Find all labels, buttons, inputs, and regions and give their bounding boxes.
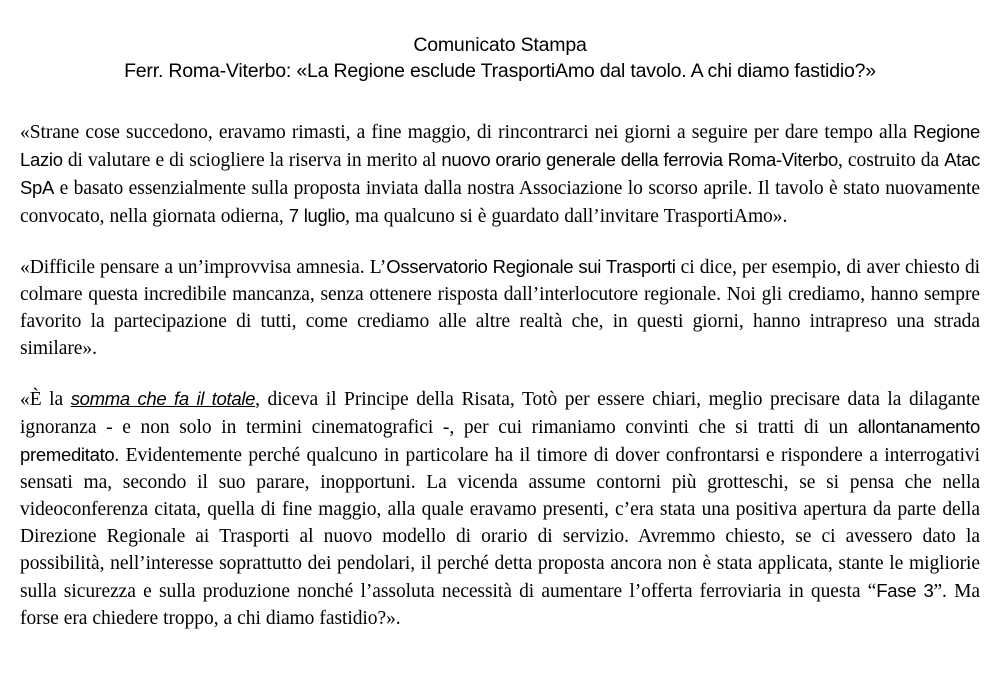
emphasis-text: nuovo orario generale della ferrovia Roma-Viterbo bbox=[441, 149, 838, 170]
text-run: ”. Ma forse era chiedere troppo, a chi diamo fastidio?». bbox=[20, 581, 980, 629]
paragraph-3 bbox=[20, 385, 980, 632]
text-run: «Strane cose succedono, eravamo rimasti, a fine maggio, di rincontrarci nei giorni a seguire per dare tempo alla bbox=[20, 122, 914, 143]
text-run: , costruito da bbox=[838, 150, 945, 171]
paragraph-1 bbox=[20, 118, 980, 230]
emphasis-text: somma che fa il totale bbox=[70, 388, 256, 409]
emphasis-text: Atac SpA bbox=[20, 149, 981, 198]
text-run: , diceva il Principe della Risata, Totò per essere chiari, meglio precisare data la dilagante ignoranza - e non solo in termini cinematografici -, per cui rimaniamo convinti che si tratti di un bbox=[20, 389, 980, 438]
text-run: ci dice, per esempio, di aver chiesto di colmare questa incredibile mancanza, senza ottenere risposta dall’interlocutore regionale. Noi gli crediamo, hanno sempre favorito la partecipazione di tutti, come crediamo alle altre realtà che, in questi giorni, hanno intrapreso una strada similare». bbox=[20, 257, 981, 359]
emphasis-text: Regione Lazio bbox=[20, 121, 980, 170]
text-run: «Difficile pensare a un’improvvisa amnesia. L’ bbox=[20, 257, 387, 278]
emphasis-text: allontanamento premeditato bbox=[20, 416, 980, 465]
emphasis-text: Fase 3 bbox=[876, 580, 934, 601]
document-header bbox=[20, 32, 980, 84]
text-run: e basato essenzialmente sulla proposta inviata dalla nostra Associazione lo scorso aprile. Il tavolo è stato nuovamente convocato, nella giornata odierna, bbox=[20, 178, 980, 227]
text-run: di valutare e di sciogliere la riserva in merito al bbox=[62, 150, 442, 171]
emphasis-text: 7 luglio bbox=[288, 205, 346, 226]
text-run: «È la bbox=[20, 389, 71, 410]
paragraph-2 bbox=[20, 253, 980, 362]
text-run: , ma qualcuno si è guardato dall’invitare TrasportiAmo». bbox=[345, 206, 788, 227]
document-title: Comunicato Stampa bbox=[413, 34, 587, 56]
text-run: . Evidentemente perché qualcuno in particolare ha il timore di dover confrontarsi e rispondere a interrogativi sensati ma, secondo il suo parare, inopportuni. La vicenda assume contorni più grotteschi, se si pensa che nella videoconferenza citata, quella di fine maggio, alla quale eravamo presenti, c’era stata una positiva apertura da parte della Direzione Regionale ai Trasporti al nuovo modello di orario di servizio. Avremmo chiesto, se ci avessero dato la possibilità, nell’interesse soprattutto dei pendolari, il perché detta proposta ancora non è stata applicata, stante le migliorie sulla sicurezza e sulla produzione nonché l’assoluta necessità di aumentare l’offerta ferroviaria in questa “ bbox=[20, 445, 980, 602]
document-headline: Ferr. Roma-Viterbo: «La Regione esclude TrasportiAmo dal tavolo. A chi diamo fastidio?» bbox=[124, 60, 876, 82]
emphasis-text: Osservatorio Regionale sui Trasporti bbox=[386, 256, 676, 277]
